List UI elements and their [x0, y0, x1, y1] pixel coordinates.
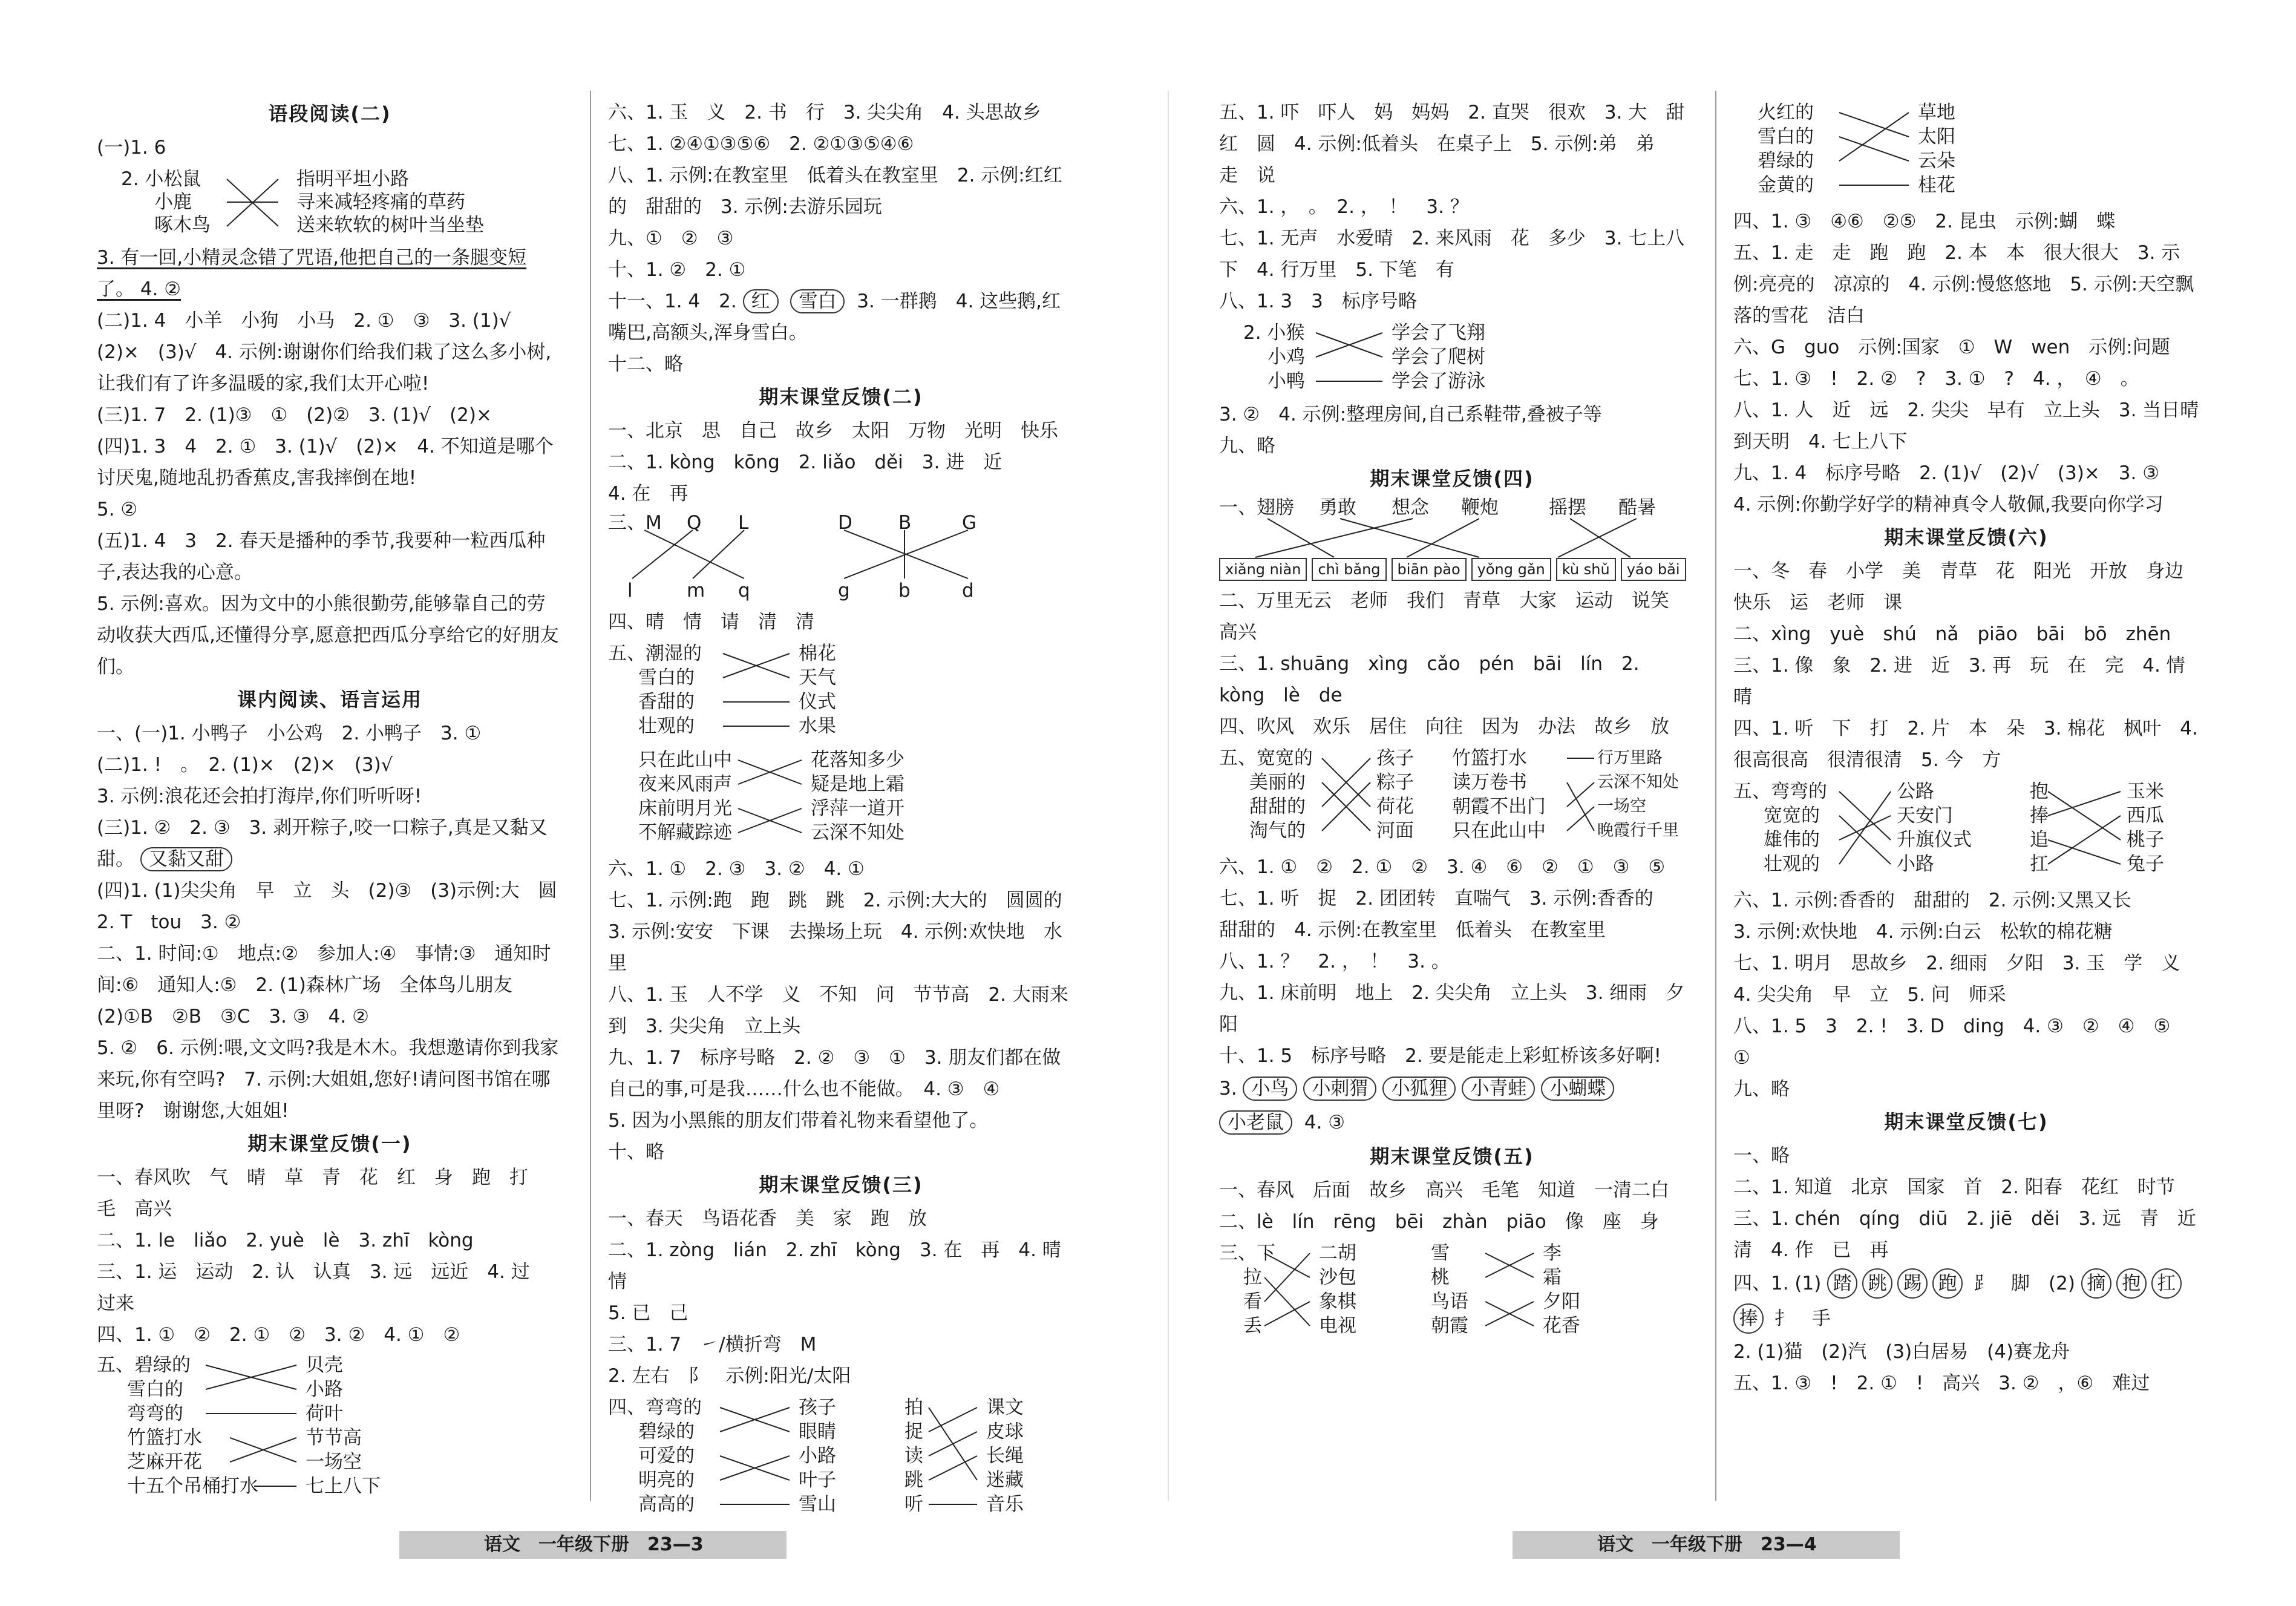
answer-line: 七、1. ②④①③⑤⑥ 2. ②①③⑤④⑥: [608, 133, 914, 155]
answer-line: [1733, 1266, 2199, 1336]
pinyin-box: yáo bǎi: [1621, 558, 1686, 581]
column-1: [97, 97, 576, 1508]
column-3: [1219, 97, 1704, 1346]
match-left: 十五个吊桶打水: [127, 1475, 258, 1497]
match-left: 朝霞: [1431, 1315, 1468, 1337]
answer-line: 3. 有一回,小精灵念错了咒语,他把自己的一条腿变短了。 4. ②: [97, 247, 527, 300]
matching-exercise: [97, 1353, 532, 1504]
match-left: 雪: [1431, 1242, 1450, 1264]
match-right: 升旗仪式: [1897, 829, 1972, 851]
answer-line: 一、冬 春 小学 美 青草 花 阳光 开放 身边 快乐 运 老师 课: [1733, 560, 2202, 614]
match-left: 碧绿的: [1758, 150, 1814, 172]
match-left: 小鹿: [154, 191, 192, 213]
circled-character: 捧: [1733, 1303, 1764, 1334]
match-left: 啄木鸟: [154, 214, 211, 236]
answer-text: (三)1. ② 2. ③ 3. 剥开粽子,咬一口粽子,真是又黏又甜。: [97, 817, 548, 870]
match-right: 小路: [1897, 853, 1934, 875]
answer-line: 二、1. 知道 北京 国家 首 2. 阳春 花红 时节: [1733, 1176, 2175, 1198]
answer-line: 4. 示例:你勤学好学的精神真令人敬佩,我要向你学习: [1733, 494, 2164, 516]
match-right: 二胡: [1319, 1242, 1356, 1264]
letter-lower: m: [687, 580, 705, 601]
answer-line: 七、1. 无声 水爱晴 2. 来风雨 花 多少 3. 七上八下 4. 行万里 5. 下笔 有: [1219, 228, 1685, 281]
matching-exercise: [1733, 778, 2169, 881]
answer-line: (一)1. 6: [97, 137, 166, 159]
match-right: 云深不知处: [811, 822, 904, 844]
matching-exercise: [1219, 320, 1655, 395]
match-right: 沙包: [1319, 1267, 1356, 1288]
answer-line: 二、1. kòng kōng 2. liǎo děi 3. 进 近: [608, 451, 1002, 473]
circled-character: 踏: [1827, 1268, 1857, 1299]
match-left: 拉: [1243, 1267, 1262, 1288]
match-right: 云深不知处: [1597, 773, 1679, 792]
match-left: 夜来风雨声: [638, 773, 732, 795]
match-right: 音乐: [986, 1493, 1024, 1515]
answer-line: 九、略: [1733, 1078, 1790, 1100]
answer-line: 三、1. 像 象 2. 进 近 3. 再 玩 在 完 4. 情 晴: [1733, 655, 2204, 708]
matching-exercise: [1219, 745, 1679, 848]
match-left: 雄伟的: [1764, 829, 1820, 851]
match-left: 丢: [1243, 1315, 1262, 1337]
answer-line: 5. 示例:喜欢。因为文中的小熊很勤劳,能够靠自己的劳动收获大西瓜,还懂得分享,愿意把西瓜分享给它的好朋友们。: [97, 593, 559, 678]
letter-lower: d: [962, 580, 974, 601]
section-title: 期末课堂反馈(三): [759, 1173, 923, 1196]
answer-line: 2. (1)猫 (2)汽 (3)白居易 (4)赛龙舟: [1733, 1341, 2070, 1363]
answer-line: 2. 左右 阝 示例:阳光/太阳: [608, 1365, 851, 1387]
pinyin-box: biān pào: [1392, 558, 1467, 581]
letter-lower: l: [627, 580, 633, 601]
match-right: 孩子: [799, 1397, 836, 1418]
answer-line: 八、1. 玉 人不学 义 不知 问 节节高 2. 大雨来到 3. 尖尖角 立上头: [608, 984, 1068, 1037]
answer-line: 十二、略: [608, 353, 683, 375]
page-divider: [1168, 91, 1169, 1501]
answer-line: 六、G guo 示例:国家 ① W wen 示例:问题: [1733, 336, 2170, 358]
section-title: 课内阅读、语言运用: [237, 688, 422, 711]
match-left: 壮观的: [638, 715, 695, 737]
answer-line: (四)1. 3 4 2. ① 3. (1)√ (2)× 4. 不知道是哪个讨厌鬼,随地乱扔香蕉皮,害我摔倒在地!: [97, 436, 554, 489]
pinyin-row: [1219, 557, 1691, 581]
match-right: 小路: [799, 1445, 836, 1467]
answer-line: 十、略: [608, 1141, 664, 1163]
section-title: 期末课堂反馈(七): [1884, 1110, 2049, 1133]
answer-line: [97, 812, 563, 875]
match-right: 晚霞行千里: [1597, 821, 1679, 840]
match-left: 雪白的: [1758, 126, 1814, 148]
page-footer-right: 语文 一年级下册 23—4: [1513, 1531, 1900, 1559]
matching-exercise: [1733, 99, 2169, 202]
match-left: 鸟语: [1431, 1291, 1468, 1313]
section-title: 期末课堂反馈(四): [1370, 467, 1534, 490]
match-right: 浮萍一道开: [811, 798, 904, 819]
letter-upper: L: [738, 512, 749, 534]
match-left: 捉: [904, 1421, 923, 1443]
answer-line: 九、① ② ③: [608, 228, 734, 249]
match-right: 太阳: [1918, 126, 1955, 148]
match-left: 床前明月光: [638, 798, 732, 819]
answer-text: 3. 一群鹅 4. 这些鹅,红嘴巴,高额头,浑身雪白。: [608, 290, 1061, 344]
match-right: 荷叶: [306, 1403, 343, 1424]
answer-line: 五、1. 吓 吓人 妈 妈妈 2. 直哭 很欢 3. 大 甜 红 圆 4. 示例:低着头 在桌子上 5. 示例:弟 弟 走 说: [1219, 102, 1704, 186]
match-left: 2. 小松鼠: [121, 168, 201, 190]
answer-line: (二)1. ! 。 2. (1)× (2)× (3)√: [97, 754, 393, 776]
answer-line: 5. ② 6. 示例:喂,文文吗?我是木木。我想邀请你到我家来玩,你有空吗? 7. 示例:大姐姐,您好!请问图书馆在哪里呀? 谢谢您,大姐姐!: [97, 1037, 559, 1122]
match-right: 一场空: [1597, 797, 1646, 816]
answer-line: (五)1. 4 3 2. 春天是播种的季节,我要种一粒西瓜种子,表达我的心意。: [97, 530, 546, 583]
match-left: 桃: [1431, 1267, 1450, 1288]
match-left: 抱: [2030, 781, 2049, 802]
match-left: 读: [904, 1445, 923, 1467]
pinyin-box: chì bǎng: [1312, 558, 1386, 581]
answer-line: (二)1. 4 小羊 小狗 小马 2. ① ③ 3. (1)√ (2)× (3)√ 4. 示例:谢谢你们给我们栽了这么多小树,让我们有了许多温暖的家,我们太开心啦!: [97, 310, 552, 395]
match-left: 看: [1243, 1291, 1262, 1313]
match-left: 高高的: [638, 1493, 695, 1515]
match-right: 课文: [986, 1397, 1024, 1418]
match-left: 只在此山中: [1452, 820, 1546, 842]
letter-upper: Q: [687, 512, 702, 534]
word: 鞭炮: [1461, 497, 1499, 519]
answer-line: 十、1. 5 标序号略 2. 要是能走上彩虹桥该多好啊!: [1219, 1045, 1662, 1067]
match-right: 学会了飞翔: [1392, 322, 1485, 344]
answer-line: (四)1. (1)尖尖角 早 立 头 (2)③ (3)示例:大 圆 2. T tou 3. ②: [97, 880, 576, 933]
match-right: 皮球: [986, 1421, 1024, 1443]
match-right: 桂花: [1918, 174, 1955, 196]
matching-exercise: [97, 166, 532, 238]
answer-line: 二、1. le liǎo 2. yuè lè 3. zhī kòng: [97, 1230, 474, 1251]
answer-line: 一、略: [1733, 1145, 1790, 1167]
column-divider-right: [1715, 91, 1716, 1501]
circled-answer: 小蝴蝶: [1541, 1077, 1614, 1101]
pinyin-box: kù shǔ: [1556, 558, 1616, 581]
answer-line: 三、1. 7 ㇀/横折弯 M: [608, 1334, 817, 1355]
match-right: 指明平坦小路: [296, 168, 409, 190]
letter-upper: B: [898, 512, 912, 534]
match-right: 象棋: [1319, 1291, 1356, 1313]
circled-character: 跑: [1932, 1268, 1963, 1299]
column-divider-left: [590, 91, 591, 1501]
answer-line: 五、1. 走 走 跑 跑 2. 本 本 很大很大 3. 示例:亮亮的 凉凉的 4. 示例:慢悠悠地 5. 示例:天空飘落的雪花 洁白: [1733, 242, 2194, 327]
answer-text: 3.: [1219, 1078, 1237, 1100]
answer-line: 3. ② 4. 示例:整理房间,自己系鞋带,叠被子等: [1219, 404, 1602, 425]
match-right: 花香: [1543, 1315, 1580, 1337]
word: 摇摆: [1549, 497, 1586, 519]
section-title: 期末课堂反馈(一): [247, 1132, 412, 1155]
answer-line: 九、1. 床前明 地上 2. 尖尖角 立上头 3. 细雨 夕阳: [1219, 982, 1685, 1035]
match-right: 棉花: [799, 643, 836, 664]
matching-exercise: [1219, 1240, 1655, 1343]
answer-line: (三)1. 7 2. (1)③ ① (2)② 3. (1)√ (2)×: [97, 404, 492, 426]
answer-line: 二、1. zòng lián 2. zhī kòng 3. 在 再 4. 晴 情: [608, 1239, 1080, 1293]
answer-line: 八、1. 示例:在教室里 低着头在教室里 2. 示例:红红的 甜甜的 3. 示例:去游乐园玩: [608, 165, 1062, 218]
match-left: 美丽的: [1249, 772, 1306, 793]
match-left: 金黄的: [1758, 174, 1814, 196]
answer-text: 4. ③: [1304, 1112, 1346, 1133]
circled-character: 踢: [1897, 1268, 1928, 1299]
answer-line: 八、1. 5 3 2. ! 3. D ding 4. ③ ② ④ ⑤ ①: [1733, 1015, 2190, 1069]
page-footer-left: 语文 一年级下册 23—3: [399, 1531, 787, 1559]
match-right: 夕阳: [1543, 1291, 1580, 1313]
circled-character: 跳: [1862, 1268, 1892, 1299]
match-left: 壮观的: [1764, 853, 1820, 875]
answer-line: 四、1. ③ ④⑥ ②⑤ 2. 昆虫 示例:蝴 蝶: [1733, 211, 2116, 232]
answer-line: 八、1. 人 近 远 2. 尖尖 早有 立上头 3. 当日晴到天明 4. 七上八下: [1733, 399, 2199, 453]
match-left: 甜甜的: [1249, 796, 1306, 818]
circled-answer: 雪白: [790, 289, 845, 313]
match-right: 迷藏: [986, 1469, 1024, 1491]
match-left: 雪白的: [127, 1378, 183, 1400]
circled-character: 摘: [2081, 1268, 2111, 1299]
circled-character: 抱: [2116, 1268, 2147, 1299]
answer-line: 九、1. 4 标序号略 2. (1)√ (2)√ (3)× 3. ③: [1733, 462, 2160, 484]
answer-line: 一、北京 思 自己 故乡 太阳 万物 光明 快乐: [608, 420, 1058, 442]
match-right: 孩子: [1376, 747, 1414, 769]
word: 酷暑: [1618, 497, 1656, 519]
pinyin-box: xiǎng niàn: [1219, 558, 1307, 581]
answer-line: 三、1. shuāng xìng cǎo pén bāi lín 2. kòng lè de: [1219, 653, 1640, 706]
answer-line: 3. 示例:欢快地 4. 示例:白云 松软的棉花糖: [1733, 921, 2113, 943]
answer-line: 六、1. ① 2. ③ 3. ② 4. ①: [608, 858, 865, 880]
letter-upper: G: [962, 512, 977, 534]
answer-line: 4. 在 再: [608, 483, 688, 505]
answer-line: [1219, 1072, 1685, 1139]
match-right: 水果: [799, 715, 836, 737]
match-right: 公路: [1897, 781, 1934, 802]
answer-line: 一、(一)1. 小鸭子 小公鸡 2. 小鸭子 3. ①: [97, 723, 482, 744]
match-left: 火红的: [1758, 102, 1814, 123]
answer-line: 5. ②: [97, 499, 138, 520]
answer-line: 一、春天 鸟语花香 美 家 跑 放: [608, 1208, 927, 1230]
answer-line: 5. 已 己: [608, 1302, 688, 1324]
letter-lower: g: [838, 580, 850, 601]
section-title: 期末课堂反馈(二): [759, 385, 923, 408]
letter-lower: q: [738, 580, 750, 601]
match-right: 行万里路: [1597, 749, 1663, 767]
match-right: 叶子: [799, 1469, 836, 1491]
letter-upper: 三、M: [608, 512, 662, 534]
answer-line: 5. 因为小黑熊的朋友们带着礼物来看望他了。: [608, 1110, 989, 1132]
circled-answer: 小青蛙: [1462, 1077, 1535, 1101]
match-right: 河面: [1376, 820, 1414, 842]
match-left: 芝麻开花: [127, 1451, 202, 1473]
answer-line: [608, 286, 1074, 349]
match-left: 扛: [2030, 853, 2049, 875]
match-left: 碧绿的: [638, 1421, 695, 1443]
answer-line: 五、1. ③ ! 2. ① ! 高兴 3. ② ，⑥ 难过: [1733, 1372, 2150, 1394]
pinyin-matching: [1219, 497, 1680, 582]
match-right: 草地: [1918, 102, 1955, 123]
answer-line: 三、1. 运 运动 2. 认 认真 3. 远 远近 4. 过 过来: [97, 1261, 549, 1314]
answer-line: 六、1. ， 。 2. ， ！ 3. ？: [1219, 196, 1469, 218]
answer-line: 二、万里无云 老师 我们 青草 大家 运动 说笑 高兴: [1219, 590, 1688, 643]
match-right: 节节高: [306, 1427, 362, 1449]
match-right: 玉米: [2127, 781, 2164, 802]
column-2: [608, 97, 1081, 1525]
match-right: 寻来减轻疼痛的草药: [296, 191, 465, 213]
match-right: 花落知多少: [811, 749, 904, 771]
match-left: 不解藏踪迹: [638, 822, 732, 844]
match-left: 五、宽宽的: [1219, 747, 1313, 769]
match-right: 电视: [1319, 1315, 1356, 1337]
match-left: 听: [904, 1493, 923, 1515]
match-right: 长绳: [986, 1445, 1024, 1467]
match-right: 仪式: [799, 691, 836, 713]
match-right: 李: [1543, 1242, 1562, 1264]
match-left: 2. 小猴: [1243, 322, 1305, 344]
answer-line: 七、1. 明月 思故乡 2. 细雨 夕阳 3. 玉 学 义 4. 尖尖角 早 立 5. 问 师采: [1733, 952, 2199, 1006]
match-right: 七上八下: [306, 1475, 381, 1497]
section-title: 期末课堂反馈(五): [1370, 1145, 1534, 1168]
match-left: 竹篮打水: [1452, 747, 1527, 769]
section-title: 期末课堂反馈(六): [1884, 526, 2049, 549]
answer-line: 二、xìng yuè shú nǎ piāo bāi bō zhēn: [1733, 623, 2171, 645]
match-left: 小鸡: [1267, 346, 1305, 368]
matching-exercise: [608, 640, 1044, 743]
poem-matching: [608, 747, 1044, 850]
match-left: 追: [2030, 829, 2049, 851]
letter-upper: D: [838, 512, 852, 534]
word: 想念: [1392, 497, 1429, 519]
answer-line: 四、晴 情 请 清 清: [608, 611, 814, 633]
match-left: 读万卷书: [1452, 772, 1527, 793]
match-right: 疑是地上霜: [811, 773, 904, 795]
match-right: 霜: [1543, 1267, 1562, 1288]
match-left: 宽宽的: [1764, 805, 1820, 827]
match-right: 兔子: [2127, 853, 2164, 875]
answer-text: 四、1. (1): [1733, 1273, 1822, 1294]
match-left: 拍: [904, 1397, 923, 1418]
answer-line: 六、1. 示例:香香的 甜甜的 2. 示例:又黑又长: [1733, 890, 2131, 911]
match-left: 可爱的: [638, 1445, 695, 1467]
word: 一、翅膀: [1219, 497, 1294, 519]
answer-line: 三、1. chén qíng diū 2. jiē děi 3. 远 青 近 清 4. 作 已 再: [1733, 1208, 2215, 1261]
match-left: 跳: [904, 1469, 923, 1491]
answer-line: 一、春风吹 气 晴 草 青 花 红 身 跑 打 毛 高兴: [97, 1167, 547, 1220]
circled-answer: 小鸟: [1243, 1077, 1297, 1101]
match-right: 雪山: [799, 1493, 836, 1515]
answer-line: 四、吹风 欢乐 居住 向往 因为 办法 故乡 放: [1219, 716, 1669, 738]
answer-text: 十一、1. 4 2.: [608, 290, 737, 312]
section-title: 语段阅读(二): [268, 102, 391, 125]
match-right: 荷花: [1376, 796, 1414, 818]
match-left: 五、潮湿的: [608, 643, 702, 664]
letter-matching: [608, 512, 1044, 603]
answer-line: 二、1. 时间:① 地点:② 参加人:④ 事情:③ 通知时间:⑥ 通知人:⑤ 2. (1)森林广场 全体鸟儿朋友 (2)①B ②B ③C 3. ③ 4. ②: [97, 943, 551, 1028]
answer-line: 十、1. ② 2. ①: [608, 259, 746, 281]
match-left: 三、下: [1219, 1242, 1275, 1264]
answer-line: 九、1. 7 标序号略 2. ② ③ ① 3. 朋友们都在做自己的事,可是我……什么也不能做。 4. ③ ④: [608, 1047, 1061, 1100]
match-right: 学会了游泳: [1392, 370, 1485, 392]
circled-answer: 红: [743, 289, 779, 313]
match-right: 送来软软的树叶当坐垫: [296, 214, 484, 236]
match-lines: [608, 512, 1044, 603]
letter-lower: b: [898, 580, 911, 601]
match-right: 云朵: [1918, 150, 1955, 172]
match-right: 一场空: [306, 1451, 362, 1473]
match-left: 竹篮打水: [127, 1427, 202, 1449]
word: 勇敢: [1319, 497, 1356, 519]
match-right: 桃子: [2127, 829, 2164, 851]
answer-line: 一、春风 后面 故乡 高兴 毛笔 知道 一清二白: [1219, 1179, 1669, 1201]
answer-line: 七、1. 听 捉 2. 团团转 直喘气 3. 示例:香香的 甜甜的 4. 示例:在教室里 低着头 在教室里: [1219, 888, 1672, 941]
answer-line: 六、1. 玉 义 2. 书 行 3. 尖尖角 4. 头思故乡: [608, 102, 1041, 123]
answer-line: 3. 示例:浪花还会拍打海岸,你们听听呀!: [97, 785, 422, 807]
circled-answer: 小狐狸: [1382, 1077, 1456, 1101]
match-right: 眼睛: [799, 1421, 836, 1443]
answer-line: 七、1. ③ ! 2. ② ? 3. ① ? 4. ， ④ 。: [1733, 368, 2139, 390]
answer-text: ⻊ 脚 (2): [1974, 1273, 2075, 1294]
circled-answer: 小老鼠: [1219, 1110, 1292, 1135]
answer-line: 八、1. ？ 2. ， ！ 3. 。: [1219, 951, 1450, 972]
circled-answer: 小刺猬: [1303, 1077, 1376, 1101]
match-left: 明亮的: [638, 1469, 695, 1491]
match-right: 天气: [799, 667, 836, 689]
answer-line: 四、1. ① ② 2. ① ② 3. ② 4. ① ②: [97, 1324, 460, 1346]
match-right: 天安门: [1897, 805, 1953, 827]
match-left: 只在此山中: [638, 749, 732, 771]
answer-line: 八、1. 3 3 标序号略: [1219, 290, 1417, 312]
answer-line: 二、lè lín rēng bēi zhàn piāo 像 座 身: [1219, 1211, 1659, 1233]
match-left: 香甜的: [638, 691, 695, 713]
match-right: 粽子: [1376, 772, 1414, 793]
match-left: 五、弯弯的: [1733, 781, 1827, 802]
match-left: 弯弯的: [127, 1403, 183, 1424]
match-left: 五、碧绿的: [97, 1354, 191, 1376]
match-right: 贝壳: [306, 1354, 343, 1376]
matching-exercise: [608, 1394, 1044, 1521]
answer-line: 七、1. 示例:跑 跑 跳 跳 2. 示例:大大的 圆圆的 3. 示例:安安 下课 去操场上玩 4. 示例:欢快地 水里: [608, 890, 1081, 974]
answer-line: 六、1. ① ② 2. ① ② 3. ④ ⑥ ② ① ③ ⑤: [1219, 856, 1666, 878]
answer-text: 扌 手: [1774, 1308, 1831, 1329]
match-right: 西瓜: [2127, 805, 2164, 827]
pinyin-box: yǒng gǎn: [1471, 558, 1551, 581]
circled-character: 扛: [2151, 1268, 2182, 1299]
match-left: 淘气的: [1249, 820, 1306, 842]
match-left: 四、弯弯的: [608, 1397, 702, 1418]
match-left: 捧: [2030, 805, 2049, 827]
match-right: 小路: [306, 1378, 343, 1400]
answer-line: 四、1. 听 下 打 2. 片 本 朵 3. 棉花 枫叶 4. 很高很高 很清很清 5. 今 方: [1733, 718, 2198, 771]
match-left: 朝霞不出门: [1452, 796, 1546, 818]
match-left: 雪白的: [638, 667, 695, 689]
match-left: 小鸭: [1267, 370, 1305, 392]
match-right: 学会了爬树: [1392, 346, 1485, 368]
answer-line: 九、略: [1219, 435, 1275, 457]
circled-answer: 又黏又甜: [140, 847, 232, 871]
column-4: [1733, 97, 2215, 1399]
